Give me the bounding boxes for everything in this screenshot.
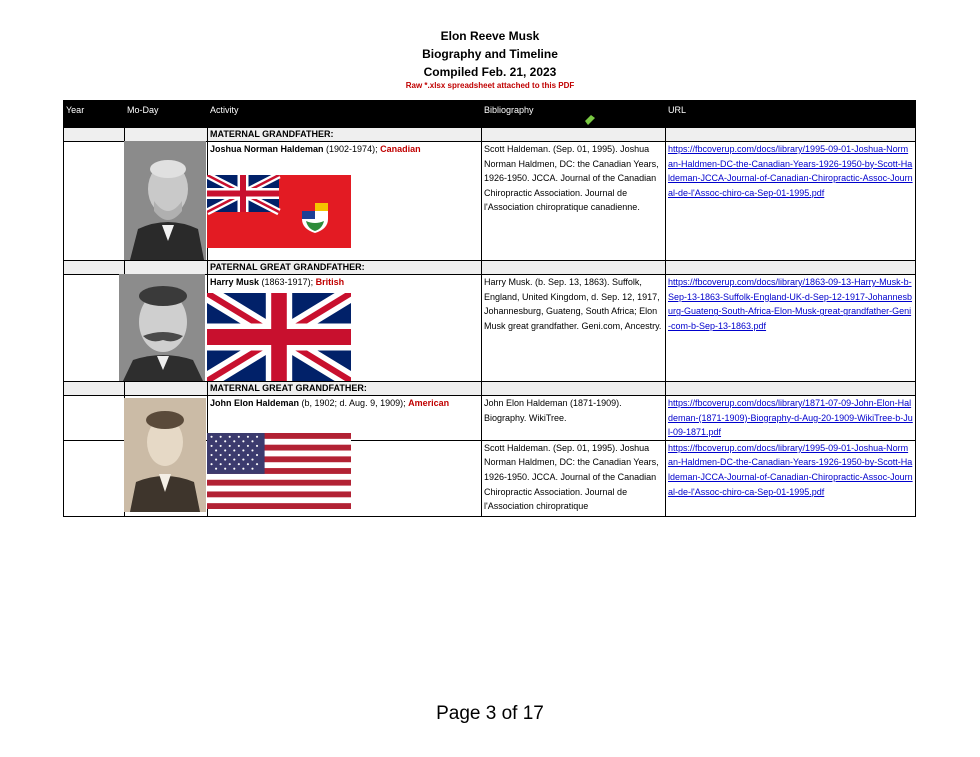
attachment-note: Raw *.xlsx spreadsheet attached to this PDF bbox=[405, 81, 575, 90]
person-dates: (1863-1917); bbox=[259, 277, 316, 287]
column-header-activity: Activity bbox=[208, 101, 482, 128]
union-jack-flag bbox=[207, 293, 351, 381]
section-row bbox=[64, 128, 916, 142]
nationality-label: British bbox=[315, 277, 345, 287]
green-marker-icon bbox=[585, 115, 595, 125]
portrait-photo-harry-musk bbox=[119, 274, 205, 381]
bibliography-cell: Scott Haldeman. (Sep. 01, 1995). Joshua Norman Haldmen, DC: the Canadian Years, 1926-1950. JCCA. Journal of the Canadian Chiropractic Association. Journal de l'Association chiropratique canadienne. bbox=[482, 142, 666, 261]
person-name: Joshua Norman Haldeman bbox=[210, 144, 324, 154]
section-row bbox=[64, 261, 916, 275]
portrait-photo-joshua-haldeman bbox=[124, 141, 206, 260]
column-header-year: Year bbox=[64, 101, 125, 128]
document-title: Elon Reeve Musk bbox=[440, 29, 540, 43]
nationality-label: American bbox=[408, 398, 450, 408]
column-header-url: URL bbox=[666, 101, 916, 128]
source-link[interactable]: https://fbcoverup.com/docs/library/1995-09-01-Joshua-Norman-Haldmen-DC-the-Canadian-Years-1926-1950-by-Scott-Haldeman-JCCA-Journal-of-Canadian-Chiropractic-Assoc-Journal-de-l'Assoc-chiro-ca-Sep-01-1995.pdf bbox=[668, 442, 913, 497]
us-flag bbox=[207, 433, 351, 509]
url-cell bbox=[666, 440, 916, 516]
table-header-row bbox=[64, 101, 916, 128]
url-cell bbox=[666, 396, 916, 441]
source-link[interactable]: https://fbcoverup.com/docs/library/1871-07-09-John-Elon-Haldeman-(1871-1909)-Biography-d-Aug-20-1909-WikiTree-b-Jul-09-1871.pdf bbox=[668, 398, 913, 438]
person-dates: (1902-1974); bbox=[323, 144, 381, 154]
bibliography-cell: John Elon Haldeman (1871-1909). Biography. WikiTree. bbox=[482, 396, 666, 441]
url-cell bbox=[666, 275, 916, 382]
url-cell bbox=[666, 142, 916, 261]
bibliography-cell: Scott Haldeman. (Sep. 01, 1995). Joshua Norman Haldmen, DC: the Canadian Years, 1926-1950. JCCA. Journal of the Canadian Chiropractic Association. Journal de l'Association chiropratique bbox=[482, 440, 666, 516]
person-name: Harry Musk bbox=[210, 277, 260, 287]
source-link[interactable]: https://fbcoverup.com/docs/library/1995-09-01-Joshua-Norman-Haldmen-DC-the-Canadian-Years-1926-1950-by-Scott-Haldeman-JCCA-Journal-of-Canadian-Chiropractic-Assoc-Journal-de-l'Assoc-chiro-ca-Sep-01-1995.pdf bbox=[668, 144, 913, 198]
person-dates: (b, 1902; d. Aug. 9, 1909); bbox=[299, 398, 409, 408]
section-row bbox=[64, 382, 916, 396]
section-label: MATERNAL GRANDFATHER: bbox=[208, 128, 482, 142]
person-name: John Elon Haldeman bbox=[210, 398, 300, 408]
bibliography-cell: Harry Musk. (b. Sep. 13, 1863). Suffolk, England, United Kingdom, d. Sep. 12, 1917, Johannesburg, Guateng, South Africa; Elon Musk great grandfather. Geni.com, Ancestry. bbox=[482, 275, 666, 382]
column-header-mo-day: Mo-Day bbox=[125, 101, 208, 128]
section-label: PATERNAL GREAT GRANDFATHER: bbox=[208, 261, 482, 275]
source-link[interactable]: https://fbcoverup.com/docs/library/1863-09-13-Harry-Musk-b-Sep-13-1863-Suffolk-England-UK-d-Sep-12-1917-Johannesburg-Guateng-South-Africa-Elon-Musk-great-grandfather-Geni-com-b-Sep-13-1863.pdf bbox=[668, 277, 912, 331]
portrait-photo-john-elon-haldeman bbox=[124, 398, 206, 512]
section-label: MATERNAL GREAT GRANDFATHER: bbox=[208, 382, 482, 396]
page-number: Page 3 of 17 bbox=[436, 703, 544, 724]
nationality-label: Canadian bbox=[380, 144, 421, 154]
document-subtitle: Biography and Timeline bbox=[422, 47, 558, 61]
document-header bbox=[0, 27, 980, 91]
compiled-date: Compiled Feb. 21, 2023 bbox=[423, 65, 557, 79]
column-header-bibliography: Bibliography bbox=[482, 101, 666, 128]
canadian-red-ensign-flag bbox=[207, 175, 351, 248]
